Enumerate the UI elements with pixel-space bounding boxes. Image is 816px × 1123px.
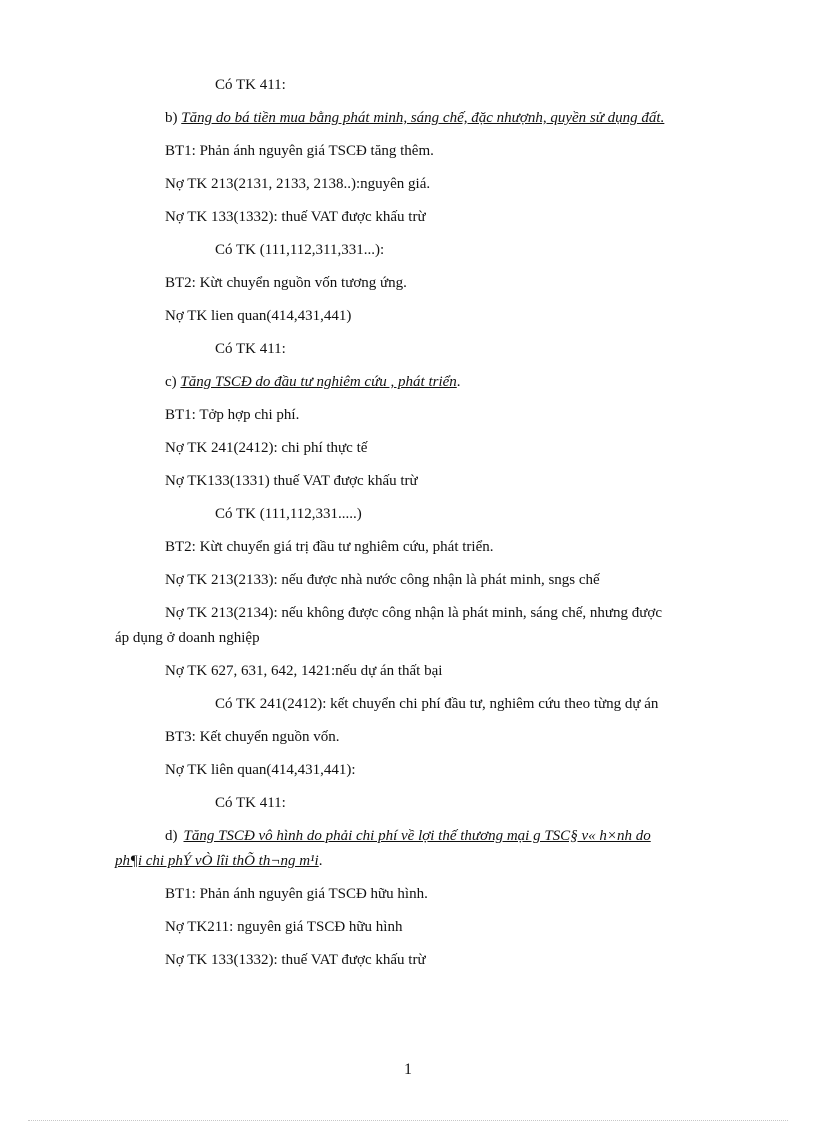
- section-heading-c: [165, 372, 461, 392]
- text-line: Nợ TK 133(1332): thuế VAT được khấu trừ: [165, 952, 426, 968]
- text-line: Có TK 411:: [215, 341, 286, 357]
- text-line: BT1: Phản ánh nguyên giá TSCĐ hữu hình.: [165, 886, 428, 902]
- section-heading-b: [165, 108, 664, 128]
- text-line: Có TK (111,112,311,331...):: [215, 242, 385, 258]
- text-line: Nợ TK 627, 631, 642, 1421:nếu dự án thất bại: [165, 663, 443, 679]
- text-line: Nợ TK 241(2412): chi phí thực tế: [165, 440, 368, 456]
- text-line: Nợ TK liên quan(414,431,441):: [165, 762, 356, 778]
- text-line: BT1: Phản ánh nguyên giá TSCĐ tăng thêm.: [165, 143, 434, 159]
- section-label: c): [165, 374, 181, 390]
- text-line: Nợ TK lien quan(414,431,441): [165, 308, 352, 324]
- text-line: Có TK 411:: [215, 77, 286, 93]
- page-divider: [28, 1120, 788, 1121]
- text-line: Nợ TK 133(1332): thuế VAT được khấu trừ: [165, 209, 426, 225]
- section-title: Tăng TSCĐ vô hình do phải chi phí về lợi thế thương mại g TSC§ v« h×nh do: [183, 828, 651, 844]
- text-line: BT1: Tởp hợp chi phí.: [165, 407, 300, 423]
- section-title-cont: ph¶i chi phÝ vÒ lîi thÕ th¬ng m¹i: [115, 853, 319, 869]
- period: .: [456, 374, 461, 390]
- section-title: Tăng do bá tiền mua bằng phát minh, sáng chế, đặc nhượnh, quyền sử dụng đất.: [181, 110, 665, 126]
- text-line: Nợ TK211: nguyên giá TSCĐ hữu hình: [165, 919, 403, 935]
- page-number: 1: [404, 1061, 412, 1078]
- section-heading-d: [165, 826, 762, 846]
- section-label: d): [165, 828, 178, 844]
- text-line: BT3: Kết chuyển nguồn vốn.: [165, 729, 340, 745]
- text-line: Có TK (111,112,331.....): [215, 506, 362, 522]
- text-line: Nợ TK133(1331) thuế VAT được khấu trừ: [165, 473, 418, 489]
- section-label: b): [165, 110, 182, 126]
- text-line: Nợ TK 213(2133): nếu được nhà nước công nhận là phát minh, sngs chế: [165, 572, 600, 588]
- section-title: Tăng TSCĐ do đầu tư nghiêm cứu , phát triển: [180, 374, 457, 390]
- text-line: Có TK 241(2412): kết chuyển chi phí đầu tư, nghiêm cứu theo từng dự án: [215, 696, 659, 712]
- text-line: BT2: Kừt chuyển nguồn vốn tương ứng.: [165, 275, 407, 291]
- section-title-continued: [115, 851, 322, 871]
- text-line: BT2: Kừt chuyển giá trị đầu tư nghiêm cứu, phát triển.: [165, 539, 494, 555]
- period: .: [318, 853, 323, 869]
- text-line: Nợ TK 213(2134): nếu không được công nhận là phát minh, sáng chế, nhưng được: [165, 605, 662, 621]
- text-line: Có TK 411:: [215, 795, 286, 811]
- text-line: Nợ TK 213(2131, 2133, 2138..):nguyên giá.: [165, 176, 431, 192]
- text-line: áp dụng ở doanh nghiệp: [115, 630, 260, 646]
